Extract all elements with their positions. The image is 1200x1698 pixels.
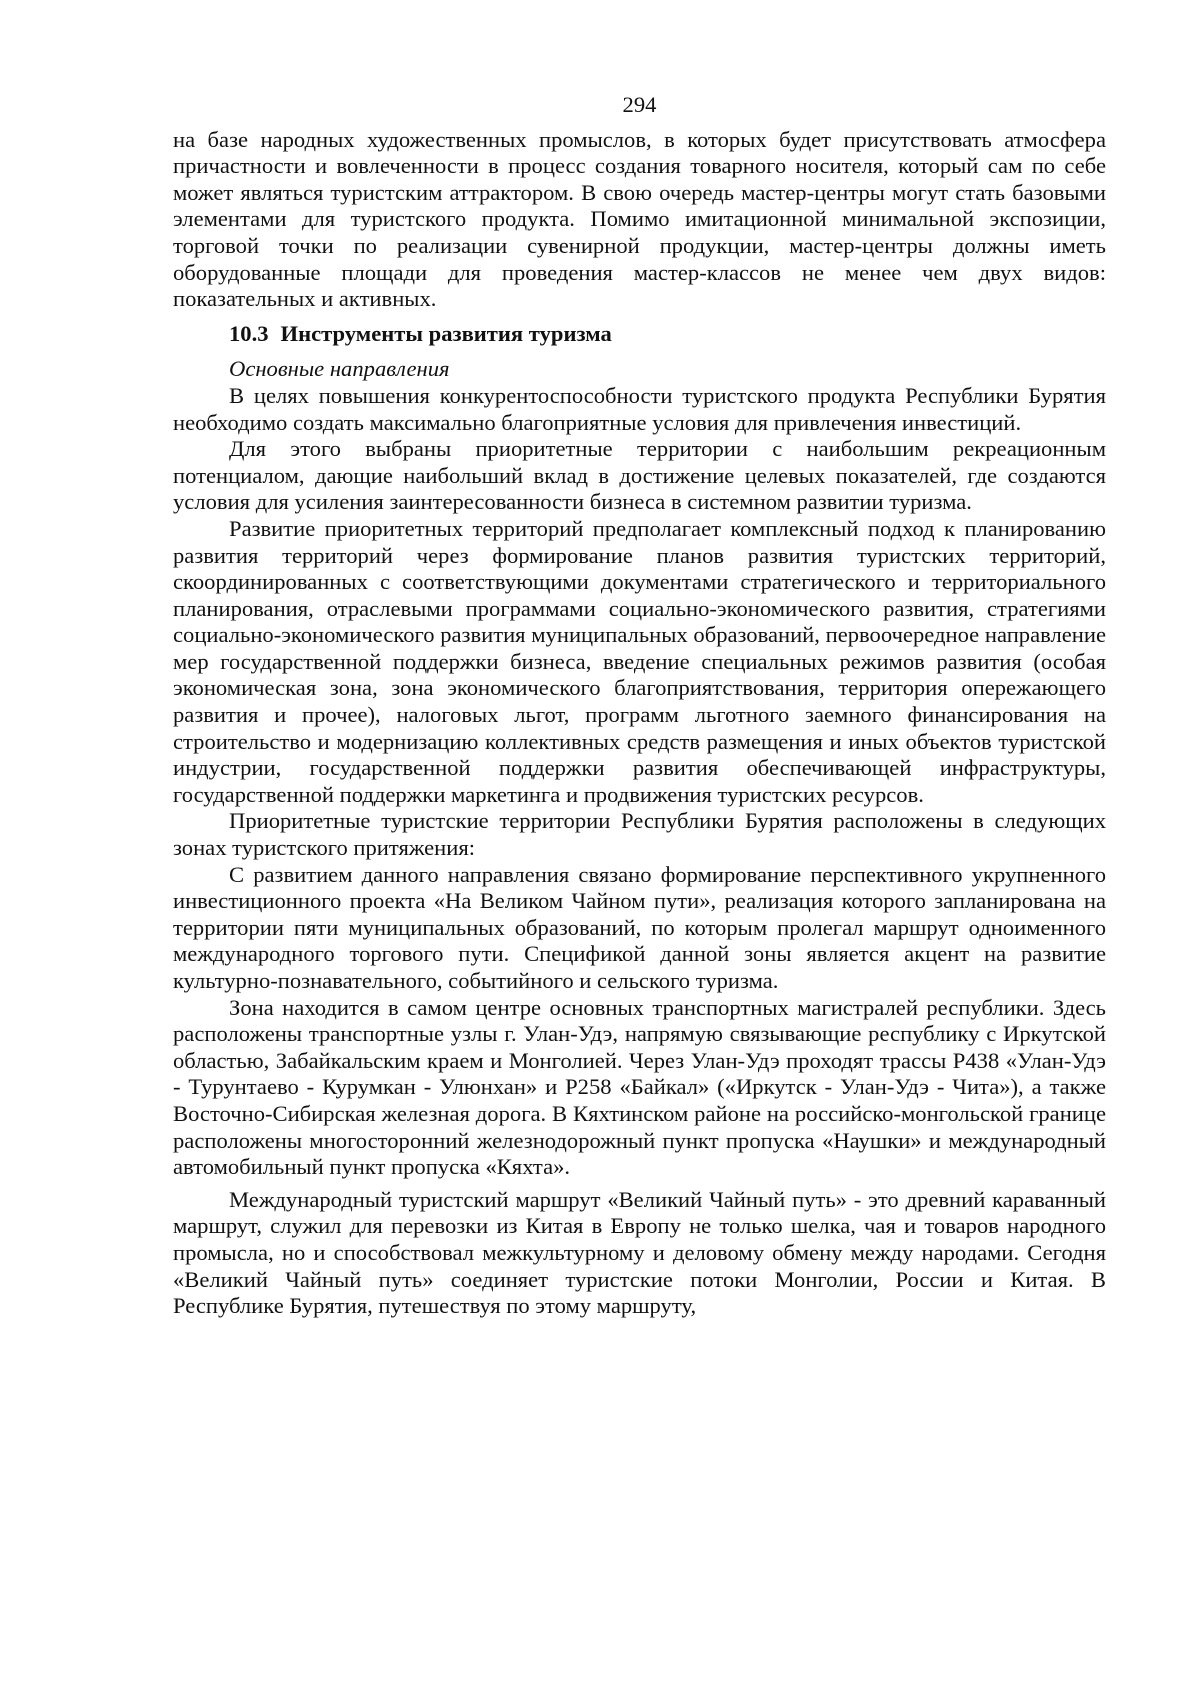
body-paragraph: Зона находится в самом центре основных транспортных магистралей республики. Здесь расположены транспортные узлы г. Улан-Удэ, напрямую связывающие республику с Иркутской областью, Забайкальским краем и Монголией. Через Улан-Удэ проходят трассы Р438 «Улан-Удэ - Турунтаево - Курумкан - Улюнхан» и Р258 «Байкал» («Иркутск - Улан-Удэ - Чита»), а также Восточно-Сибирская железная дорога. В Кяхтинском районе на российско-монгольской границе расположены многосторонний железнодорожный пункт пропуска «Наушки» и международный автомобильный пункт пропуска «Кяхта». bbox=[173, 994, 1106, 1180]
subsection-title: Основные направления bbox=[229, 356, 450, 382]
document-page bbox=[173, 92, 1106, 1320]
section-heading bbox=[173, 321, 1106, 348]
body-paragraph: Для этого выбраны приоритетные территории с наибольшим рекреационным потенциалом, дающие наибольший вклад в достижение целевых показателей, где создаются условия для усиления заинтересованности бизнеса в системном развитии туризма. bbox=[173, 436, 1106, 515]
intro-paragraph: на базе народных художественных промыслов, в которых будет присутствовать атмосфера причастности и вовлеченности в процесс создания товарного носителя, который сам по себе может являться туристским аттрактором. В свою очередь мастер-центры могут стать базовыми элементами для туристского продукта. Помимо имитационной минимальной экспозиции, торговой точки по реализации сувенирной продукции, мастер-центры должны иметь оборудованные площади для проведения мастер-классов не менее чем двух видов: показательных и активных. bbox=[173, 126, 1106, 312]
body-paragraph: Развитие приоритетных территорий предполагает комплексный подход к планированию развития территорий через формирование планов развития туристских территорий, скоординированных с соответствующими документами стратегического и территориального планирования, отраслевыми программами социально-экономического развития, стратегиями социально-экономического развития муниципальных образований, первоочередное направление мер государственной поддержки бизнеса, введение специальных режимов развития (особая экономическая зона, зона экономического благоприятствования, территория опережающего развития и прочее), налоговых льгот, программ льготного заемного финансирования на строительство и модернизацию коллективных средств размещения и иных объектов туристской индустрии, государственной поддержки развития обеспечивающей инфраструктуры, государственной поддержки маркетинга и продвижения туристских ресурсов. bbox=[173, 515, 1106, 807]
page-number: 294 bbox=[622, 92, 657, 117]
section-number: 10.3 bbox=[229, 320, 269, 346]
body-paragraph: Приоритетные туристские территории Республики Бурятия расположены в следующих зонах туристского притяжения: bbox=[173, 808, 1106, 861]
body-paragraph: С развитием данного направления связано формирование перспективного укрупненного инвестиционного проекта «На Великом Чайном пути», реализация которого запланирована на территории пяти муниципальных образований, по которым пролегал маршрут одноименного международного торгового пути. Спецификой данной зоны является акцент на развитие культурно-познавательного, событийного и сельского туризма. bbox=[173, 861, 1106, 993]
section-title: Инструменты развития туризма bbox=[280, 320, 612, 346]
body-paragraph: В целях повышения конкурентоспособности туристского продукта Республики Бурятия необходимо создать максимально благоприятные условия для привлечения инвестиций. bbox=[173, 382, 1106, 435]
body-paragraph: Международный туристский маршрут «Великий Чайный путь» - это древний караванный маршрут, служил для перевозки из Китая в Европу не только шелка, чая и товаров народного промысла, но и способствовал межкультурному и деловому обмену между народами. Сегодня «Великий Чайный путь» соединяет туристские потоки Монголии, России и Китая. В Республике Бурятия, путешествуя по этому маршруту, bbox=[173, 1186, 1106, 1319]
